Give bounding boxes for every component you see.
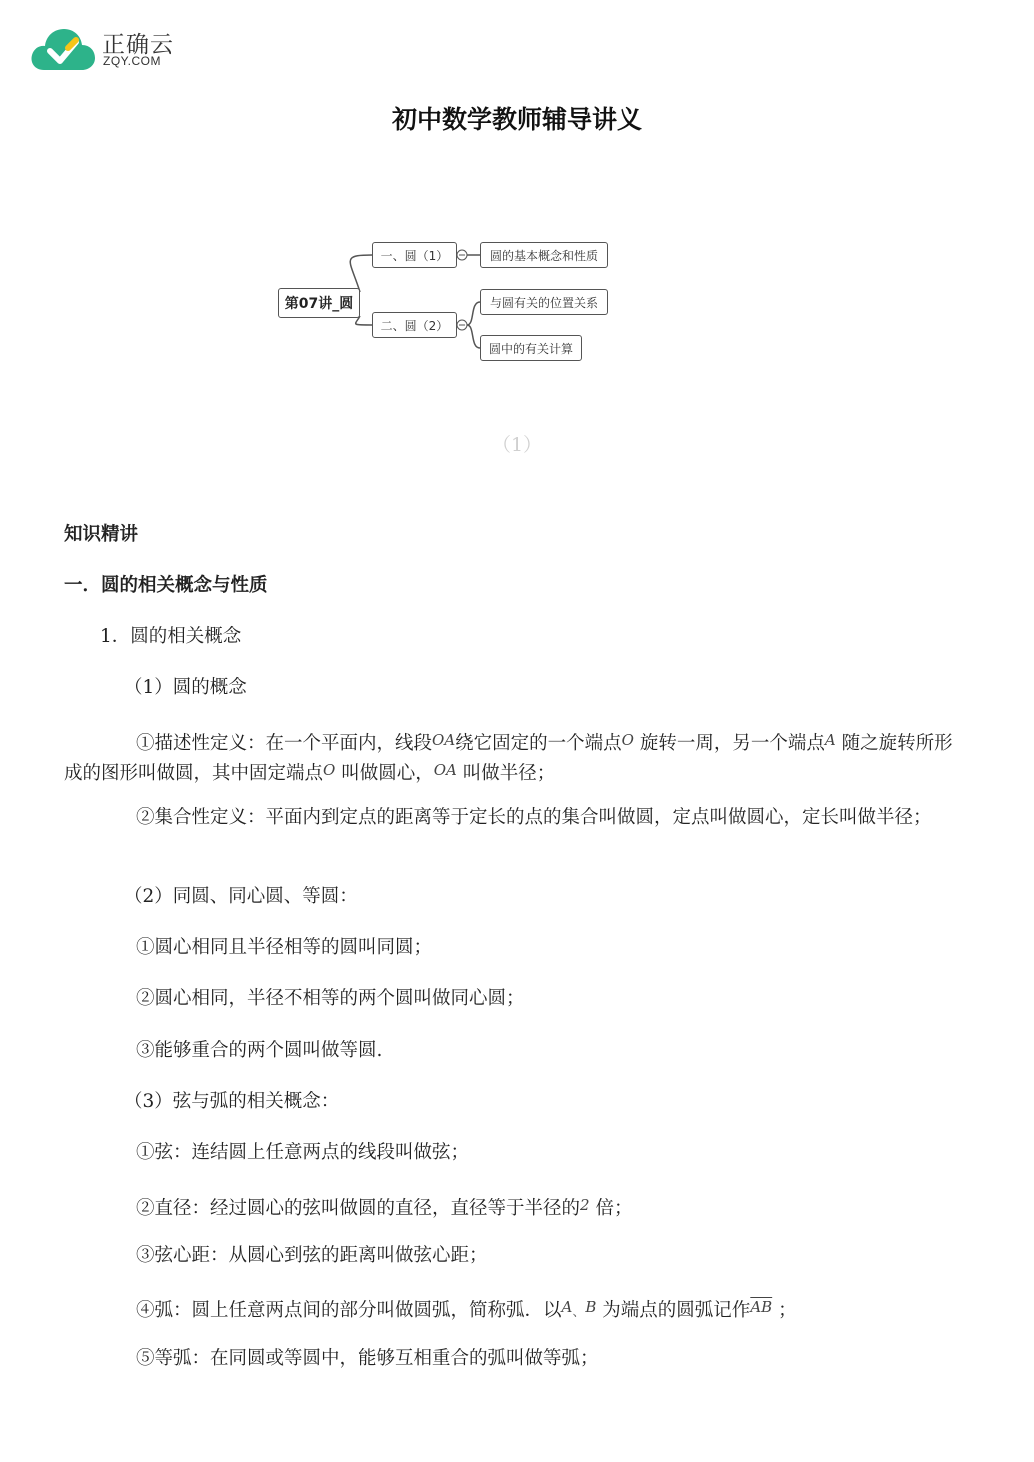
list-item: ③弦心距：从圆心到弦的距离叫做弦心距； [136, 1245, 488, 1266]
math-symbol: OA [433, 761, 457, 779]
document-title: 初中数学教师辅导讲义 [391, 105, 642, 134]
list-item: ②直径：经过圆心的弦叫做圆的直径，直径等于半径的$^2$ 倍； [136, 1196, 633, 1219]
sub-heading: （2）同圆、同心圆、等圆： [124, 886, 358, 907]
sub-heading: （3）弦与弧的相关概念： [124, 1091, 340, 1112]
sub-heading: （1）圆的概念 [124, 677, 247, 698]
part-heading: 一．圆的相关概念与性质 [64, 575, 268, 596]
mind-map-branch-1[interactable]: 一、圆（1） [372, 242, 457, 268]
definition-paragraph: ①描述性定义：在一个平面内，线段$^{OA}$绕它固定的一个端点$^O$ 旋转一周，另一个端点$^A$ 随之旋转所形成的图形叫做圆，其中固定端点$^O$ 叫做圆心，$^{OA}$ 叫做半径； [64, 731, 953, 784]
brand-name: 正确云 [102, 32, 174, 58]
mind-map-branch-2[interactable]: 二、圆（2） [372, 312, 457, 338]
mind-map-root[interactable]: 第07讲_圆 [278, 288, 360, 318]
page-marker: （1） [491, 434, 543, 456]
math-symbol: O [323, 761, 336, 779]
mind-map-leaf[interactable]: 圆的基本概念和性质 [480, 242, 608, 268]
list-item: ⑤等弧：在同圆或等圆中，能够互相重合的弧叫做等弧； [136, 1348, 599, 1369]
list-item: ④弧：圆上任意两点间的部分叫做圆弧，简称弧．以$^A$、$^B$ 为端点的圆弧记作$^{\overline{AB}}$ ； [136, 1298, 797, 1321]
item-heading: 1．圆的相关概念 [100, 626, 242, 647]
math-symbol: A [824, 731, 836, 749]
math-symbol: A [561, 1298, 573, 1316]
math-symbol: OA [432, 731, 456, 749]
list-item: ①圆心相同且半径相等的圆叫同圆； [136, 937, 433, 958]
list-item: ②圆心相同，半径不相等的两个圆叫做同心圆； [136, 988, 525, 1009]
mind-map-leaf[interactable]: 圆中的有关计算 [480, 335, 582, 361]
list-item: ①弦：连结圆上任意两点的线段叫做弦； [136, 1142, 470, 1163]
brand-logo [30, 24, 230, 72]
section-heading: 知识精讲 [64, 524, 139, 545]
math-symbol: B [585, 1298, 597, 1316]
math-symbol: 2 [580, 1196, 590, 1214]
math-symbol: O [621, 731, 634, 749]
definition-paragraph: ②集合性定义：平面内到定点的距离等于定长的点的集合叫做圆，定点叫做圆心，定长叫做半径； [136, 807, 932, 828]
brand-domain: ZQY.COM [103, 54, 161, 68]
list-item: ③能够重合的两个圆叫做等圆. [136, 1040, 383, 1061]
cloud-check-icon [30, 24, 96, 72]
mind-map-leaf[interactable]: 与圆有关的位置关系 [480, 289, 608, 315]
arc-symbol: AB [750, 1298, 773, 1316]
